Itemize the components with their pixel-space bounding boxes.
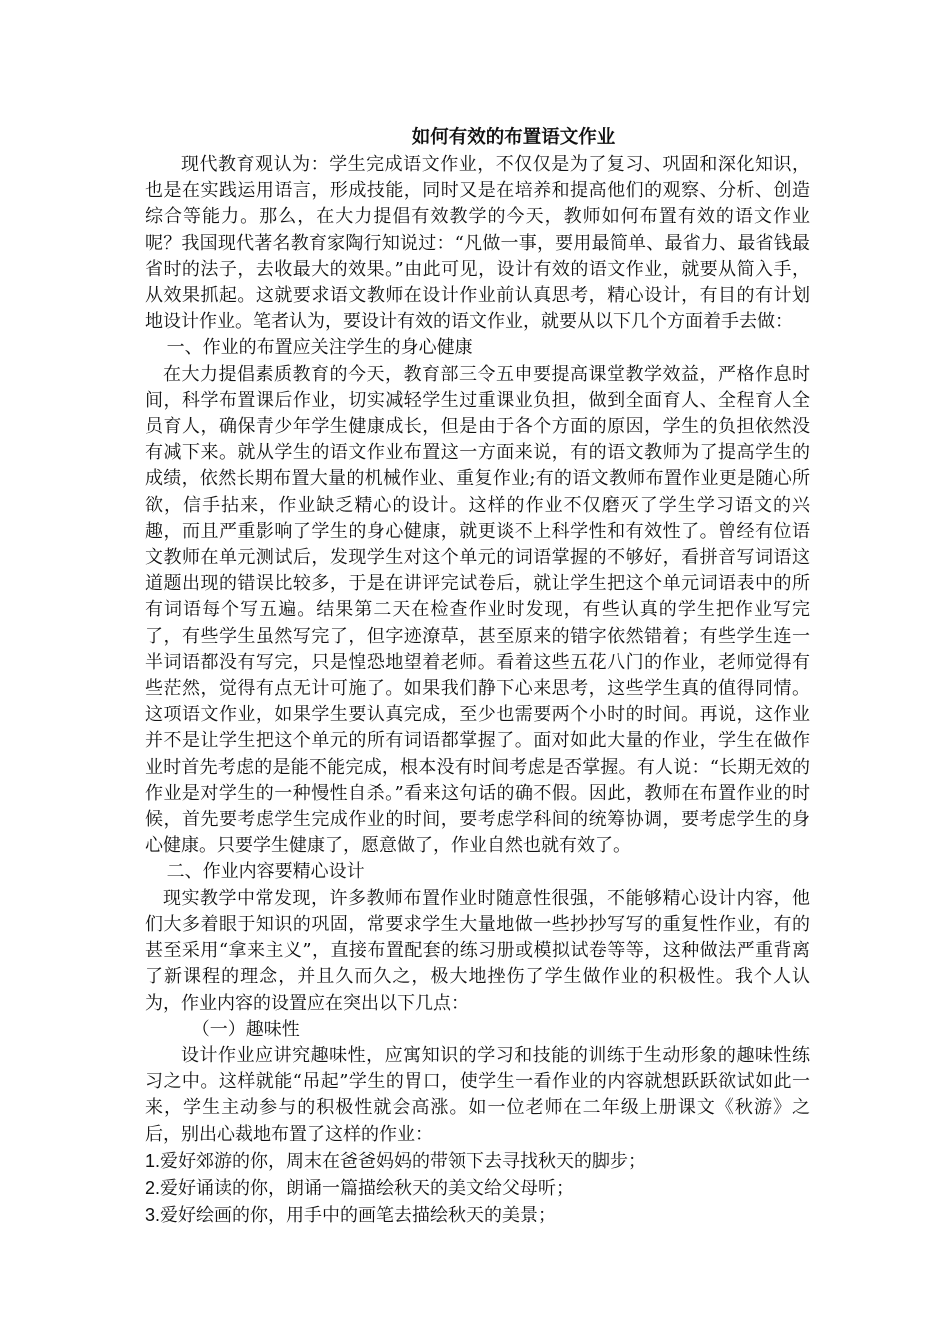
- section-body-2: 现实教学中常发现，许多教师布置作业时随意性很强，不能够精心设计内容，他们大多着眼于知识的巩固，常要求学生大量地做一些抄抄写写的重复性作业，有的甚至采用“拿来主义”，直接布置配套的练习册或模拟试卷等等，这种做法严重背离了新课程的理念，并且久而久之，极大地挫伤了学生做作业的积极性。我个人认为，作业内容的设置应在突出以下几点：: [145, 887, 810, 1014]
- section-body-1: 在大力提倡素质教育的今天，教育部三令五申要提高课堂教学效益，严格作息时间，科学布置课后作业，切实减轻学生过重课业负担，做到全面育人、全程育人全员育人，确保青少年学生健康成长，但是由于各个方面的原因，学生的负担依然没有减下来。就从学生的语文作业布置这一方面来说，有的语文教师为了提高学生的成绩，依然长期布置大量的机械作业、重复作业;有的语文教师布置作业更是随心所欲，信手拈来，作业缺乏精心的设计。这样的作业不仅磨灭了学生学习语文的兴趣，而且严重影响了学生的身心健康，就更谈不上科学性和有效性了。曾经有位语文教师在单元测试后，发现学生对这个单元的词语掌握的不够好，看拼音写词语这道题出现的错误比较多，于是在讲评完试卷后，就让学生把这个单元词语表中的所有词语每个写五遍。结果第二天在检查作业时发现，有些认真的学生把作业写完了，有些学生虽然写完了，但字迹潦草，甚至原来的错字依然错着；有些学生连一半词语都没有写完，只是惶恐地望着老师。看着这些五花八门的作业，老师觉得有些茫然，觉得有点无计可施了。如果我们静下心来思考，这些学生真的值得同情。这项语文作业，如果学生要认真完成，至少也需要两个小时的时间。再说，这作业并不是让学生把这个单元的所有词语都掌握了。面对如此大量的作业，学生在做作业时首先考虑的是能不能完成，根本没有时间考虑是否掌握。有人说：“长期无效的作业是对学生的一种慢性自杀。”看来这句话的确不假。因此，教师在布置作业的时候，首先要考虑学生完成作业的时间，要考虑学科间的统筹协调，要考虑学生的身心健康。只要学生健康了，愿意做了，作业自然也就有效了。: [145, 363, 810, 857]
- section-heading-1: 一、作业的布置应关注学生的身心健康: [166, 337, 473, 359]
- list-item-text: 爱好诵读的你，朗诵一篇描绘秋天的美文给父母听；: [160, 1177, 575, 1199]
- list-item: [145, 1202, 810, 1229]
- list-item-text: 爱好绘画的你，用手中的画笔去描绘秋天的美景；: [160, 1205, 557, 1227]
- list-item-number: 3.: [145, 1205, 161, 1226]
- list-item-text: 爱好郊游的你，周末在爸爸妈妈的带领下去寻找秋天的脚步；: [160, 1150, 647, 1172]
- document-page: [145, 124, 810, 1229]
- document-title: 如何有效的布置语文作业: [411, 127, 616, 148]
- subsection-body-1: 设计作业应讲究趣味性，应寓知识的学习和技能的训练于生动形象的趣味性练习之中。这样就能“吊起”学生的胃口，使学生一看作业的内容就想跃跃欲试如此一来，学生主动参与的积极性就会高涨。如一位老师在二年级上册课文《秋游》之后，别出心裁地布置了这样的作业：: [145, 1044, 810, 1145]
- list-item: [145, 1148, 810, 1175]
- section-heading-2: 二、作业内容要精心设计: [166, 861, 365, 883]
- intro-paragraph: 现代教育观认为：学生完成语文作业，不仅仅是为了复习、巩固和深化知识，也是在实践运用语言，形成技能，同时又是在培养和提高他们的观察、分析、创造综合等能力。那么，在大力提倡有效教学的今天，教师如何布置有效的语文作业呢？我国现代著名教育家陶行知说过：“凡做一事，要用最简单、最省力、最省钱最省时的法子，去收最大的效果。”由此可见，设计有效的语文作业，就要从简入手，从效果抓起。这就要求语文教师在设计作业前认真思考，精心设计，有目的有计划地设计作业。笔者认为，要设计有效的语文作业，就要从以下几个方面着手去做：: [145, 154, 810, 333]
- list-item: [145, 1175, 810, 1202]
- list-item-number: 1.: [145, 1150, 161, 1171]
- subsection-heading-1: （一）趣味性: [191, 1018, 300, 1040]
- list-item-number: 2.: [145, 1177, 161, 1198]
